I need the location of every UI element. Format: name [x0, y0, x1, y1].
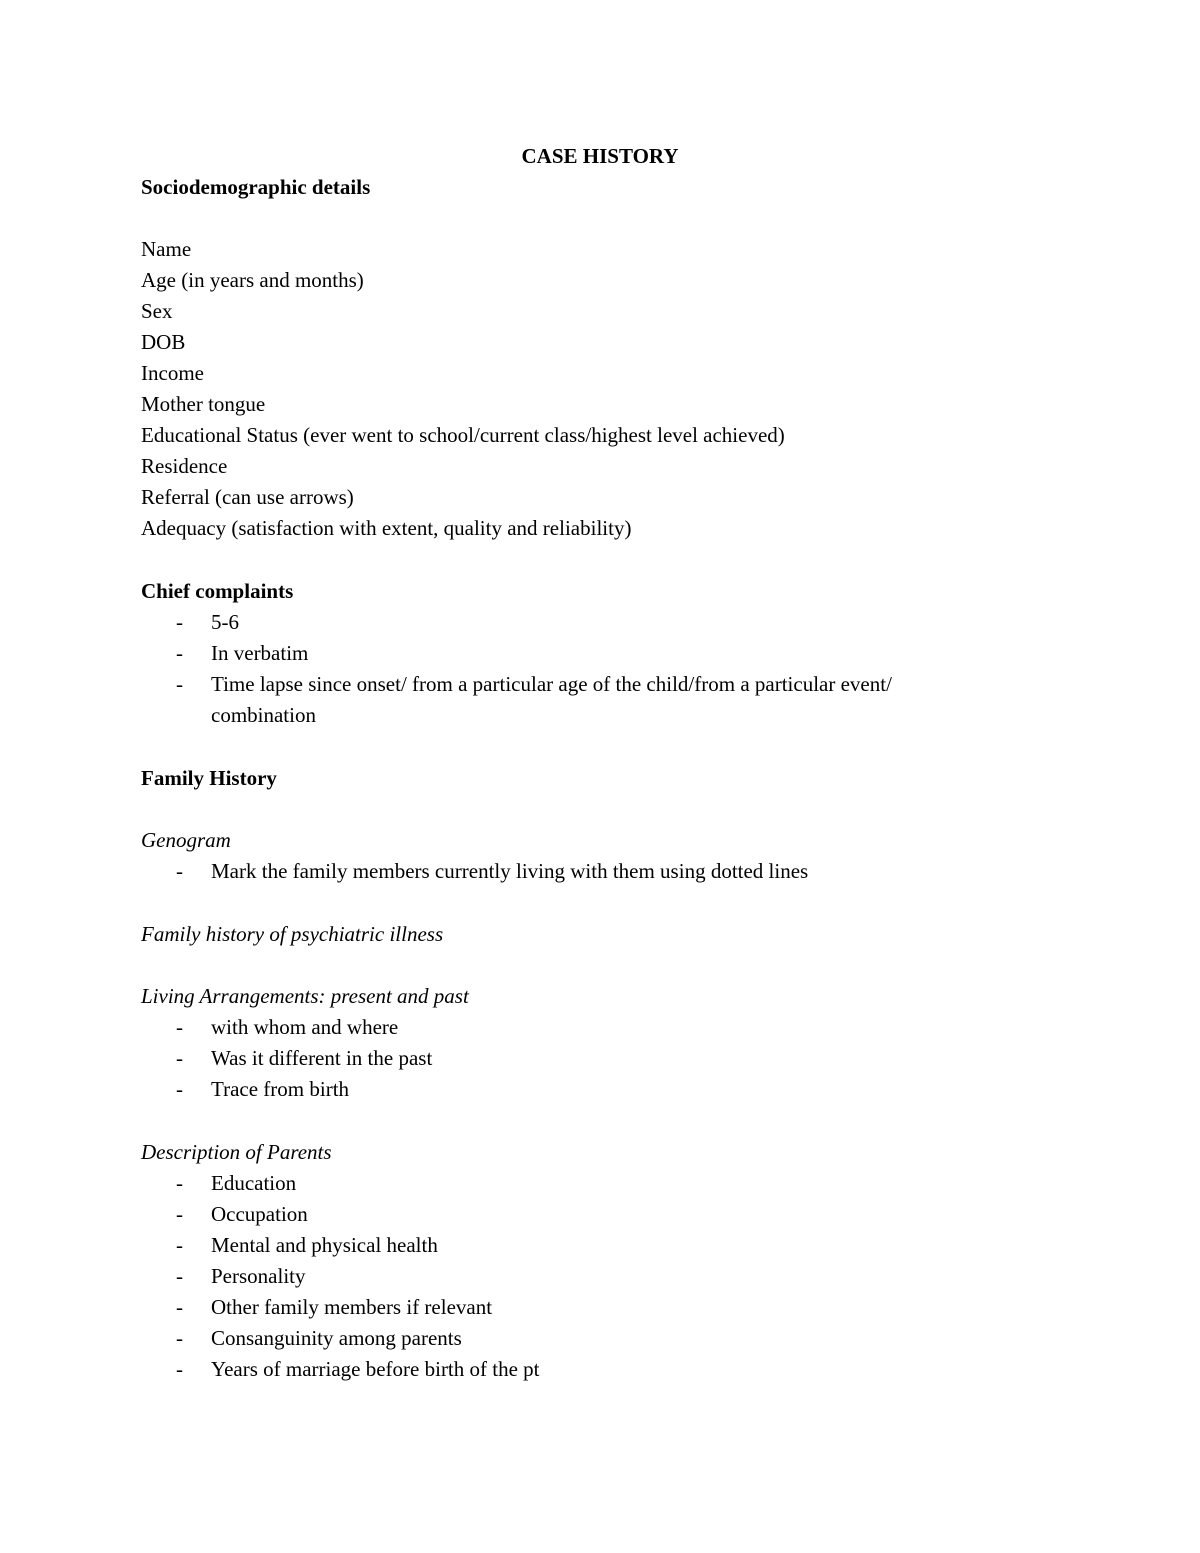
bullet-dash: -	[176, 1357, 183, 1381]
genogram-subheading: Genogram	[141, 828, 231, 852]
parents-subheading: Description of Parents	[141, 1140, 332, 1164]
field-sex: Sex	[141, 299, 173, 323]
bullet-dash: -	[176, 641, 183, 665]
list-item: Mark the family members currently living with them using dotted lines	[211, 859, 809, 883]
bullet-dash: -	[176, 1171, 183, 1195]
bullet-dash: -	[176, 859, 183, 883]
bullet-dash: -	[176, 1233, 183, 1257]
list-item: Trace from birth	[211, 1077, 350, 1101]
sociodemographic-heading: Sociodemographic details	[141, 175, 371, 199]
bullet-dash: -	[176, 672, 183, 696]
list-item: Consanguinity among parents	[211, 1326, 462, 1350]
document-title: CASE HISTORY	[521, 144, 679, 168]
field-referral: Referral (can use arrows)	[141, 485, 354, 509]
field-mother-tongue: Mother tongue	[141, 392, 266, 416]
bullet-dash: -	[176, 1015, 183, 1039]
family-history-heading: Family History	[141, 766, 277, 790]
bullet-dash: -	[176, 1046, 183, 1070]
bullet-dash: -	[176, 1295, 183, 1319]
list-item: Was it different in the past	[211, 1046, 433, 1070]
bullet-dash: -	[176, 1264, 183, 1288]
field-adequacy: Adequacy (satisfaction with extent, quality and reliability)	[141, 516, 632, 540]
field-educational-status: Educational Status (ever went to school/current class/highest level achieved)	[141, 423, 785, 447]
living-arrangements-subheading: Living Arrangements: present and past	[141, 984, 469, 1008]
field-name: Name	[141, 237, 192, 261]
list-item: Other family members if relevant	[211, 1295, 493, 1319]
bullet-dash: -	[176, 1077, 183, 1101]
list-item-continuation: combination	[211, 703, 316, 727]
field-residence: Residence	[141, 454, 228, 478]
list-item: Education	[211, 1171, 297, 1195]
list-item: Personality	[211, 1264, 306, 1288]
list-item: Years of marriage before birth of the pt	[211, 1357, 540, 1381]
list-item: Occupation	[211, 1202, 308, 1226]
bullet-dash: -	[176, 1202, 183, 1226]
list-item: Time lapse since onset/ from a particular age of the child/from a particular event/	[211, 672, 892, 696]
list-item: Mental and physical health	[211, 1233, 438, 1257]
list-item: In verbatim	[211, 641, 309, 665]
field-income: Income	[141, 361, 204, 385]
bullet-dash: -	[176, 610, 183, 634]
field-age: Age (in years and months)	[141, 268, 364, 292]
list-item: with whom and where	[211, 1015, 399, 1039]
psychiatric-illness-subheading: Family history of psychiatric illness	[141, 922, 444, 946]
bullet-dash: -	[176, 1326, 183, 1350]
field-dob: DOB	[141, 330, 186, 354]
chief-complaints-heading: Chief complaints	[141, 579, 294, 603]
list-item: 5-6	[211, 610, 239, 634]
